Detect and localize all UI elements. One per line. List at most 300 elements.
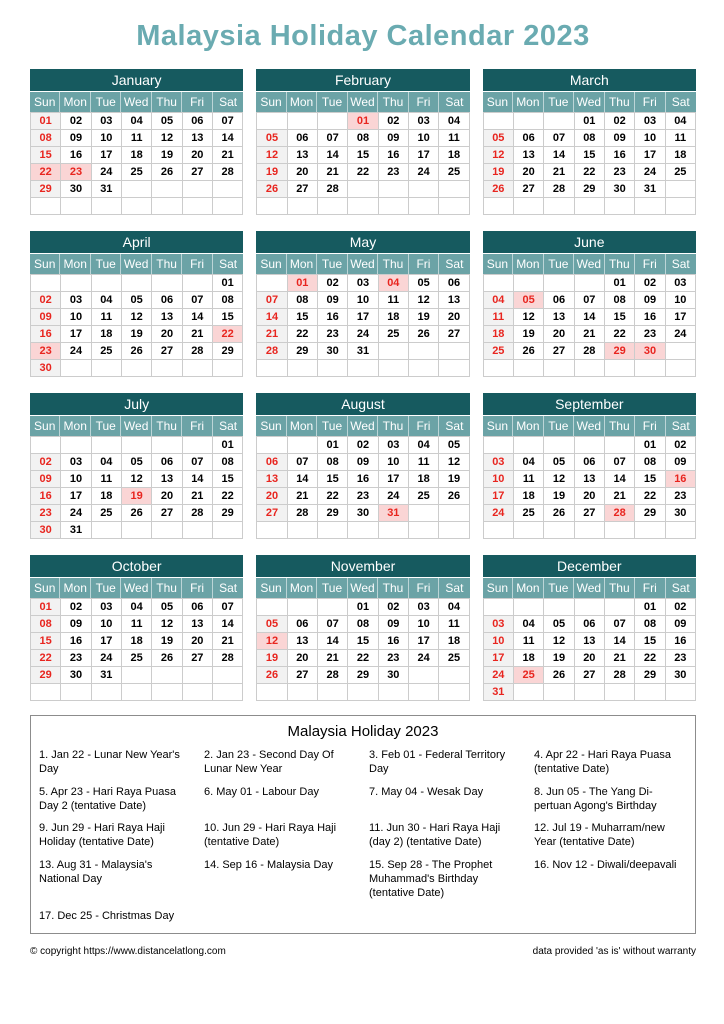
weekday-header-row xyxy=(30,415,243,436)
day-cell: 04 xyxy=(439,113,469,130)
day-cell: 13 xyxy=(152,471,182,488)
day-cell: 29 xyxy=(213,505,243,522)
empty-cell xyxy=(379,181,409,198)
weekday-label: Fri xyxy=(635,416,665,436)
day-cell: 14 xyxy=(183,471,213,488)
empty-cell xyxy=(544,275,574,292)
day-cell: 14 xyxy=(288,471,318,488)
day-cell: 06 xyxy=(288,616,318,633)
day-cell: 27 xyxy=(288,667,318,684)
day-cell: 19 xyxy=(152,633,182,650)
empty-cell xyxy=(348,684,378,701)
empty-cell xyxy=(635,360,665,377)
day-cell: 08 xyxy=(575,130,605,147)
day-cell: 11 xyxy=(92,309,122,326)
day-cell: 28 xyxy=(544,181,574,198)
empty-cell xyxy=(635,198,665,215)
empty-cell xyxy=(61,198,91,215)
empty-cell xyxy=(484,360,514,377)
weekday-label: Tue xyxy=(544,416,574,436)
day-cell: 22 xyxy=(31,650,61,667)
day-cell: 08 xyxy=(605,292,635,309)
empty-cell xyxy=(514,275,544,292)
day-cell: 25 xyxy=(92,343,122,360)
day-cell: 03 xyxy=(92,599,122,616)
empty-cell xyxy=(514,113,544,130)
weekday-label: Mon xyxy=(513,578,543,598)
day-cell: 10 xyxy=(484,633,514,650)
weekday-label: Wed xyxy=(348,578,378,598)
weekday-label: Fri xyxy=(182,254,212,274)
weekday-label: Sat xyxy=(671,95,690,109)
day-cell: 30 xyxy=(348,505,378,522)
day-cell: 05 xyxy=(544,616,574,633)
day-cell: 25 xyxy=(439,650,469,667)
empty-cell xyxy=(439,360,469,377)
day-cell: 29 xyxy=(575,181,605,198)
dates-grid xyxy=(256,436,469,539)
holiday-item: 3. Feb 01 - Federal Territory Day xyxy=(369,749,506,776)
empty-cell xyxy=(257,522,287,539)
day-cell: 07 xyxy=(183,292,213,309)
day-cell: 20 xyxy=(152,326,182,343)
day-cell: 11 xyxy=(514,633,544,650)
empty-cell xyxy=(92,684,122,701)
day-cell: 21 xyxy=(213,633,243,650)
day-cell: 30 xyxy=(61,181,91,198)
day-cell: 20 xyxy=(183,633,213,650)
empty-cell xyxy=(544,522,574,539)
day-cell: 01 xyxy=(31,599,61,616)
day-cell: 18 xyxy=(514,650,544,667)
day-cell: 28 xyxy=(183,343,213,360)
day-cell: 30 xyxy=(666,505,696,522)
day-cell: 02 xyxy=(348,437,378,454)
day-cell: 27 xyxy=(544,343,574,360)
holiday-item: 8. Jun 05 - The Yang Di-pertuan Agong's Birthday xyxy=(534,785,657,812)
weekday-label: Wed xyxy=(574,254,604,274)
weekday-label: Fri xyxy=(409,254,439,274)
day-cell: 27 xyxy=(575,505,605,522)
empty-cell xyxy=(31,275,61,292)
day-cell: 31 xyxy=(92,181,122,198)
day-cell: 30 xyxy=(318,343,348,360)
weekday-label: Tue xyxy=(91,578,121,598)
day-cell: 26 xyxy=(122,505,152,522)
empty-cell xyxy=(213,522,243,539)
empty-cell xyxy=(409,343,439,360)
day-cell: 09 xyxy=(635,292,665,309)
empty-cell xyxy=(575,684,605,701)
day-cell: 29 xyxy=(213,343,243,360)
day-cell: 24 xyxy=(635,164,665,181)
day-cell: 01 xyxy=(348,113,378,130)
day-cell: 16 xyxy=(348,471,378,488)
empty-cell xyxy=(183,437,213,454)
weekday-header-row xyxy=(483,577,696,598)
empty-cell xyxy=(635,684,665,701)
day-cell: 06 xyxy=(514,130,544,147)
day-cell: 15 xyxy=(635,471,665,488)
weekday-label: Sun xyxy=(30,416,60,436)
day-cell: 08 xyxy=(348,130,378,147)
weekday-label: Fri xyxy=(635,92,665,112)
day-cell: 13 xyxy=(152,309,182,326)
day-cell: 03 xyxy=(409,599,439,616)
day-cell: 05 xyxy=(122,292,152,309)
footer xyxy=(30,946,696,957)
holiday-item: 1. Jan 22 - Lunar New Year's Day xyxy=(39,749,180,776)
dates-grid xyxy=(483,598,696,701)
empty-cell xyxy=(348,181,378,198)
empty-cell xyxy=(183,684,213,701)
weekday-label: Tue xyxy=(91,254,121,274)
empty-cell xyxy=(439,667,469,684)
day-cell: 23 xyxy=(379,164,409,181)
weekday-label: Tue xyxy=(91,92,121,112)
day-cell: 05 xyxy=(544,454,574,471)
day-cell: 21 xyxy=(575,326,605,343)
empty-cell xyxy=(183,181,213,198)
day-cell: 06 xyxy=(183,599,213,616)
day-cell: 02 xyxy=(61,113,91,130)
day-cell: 22 xyxy=(605,326,635,343)
day-cell: 02 xyxy=(666,599,696,616)
month-may xyxy=(256,231,469,377)
weekday-header-row xyxy=(483,415,696,436)
holiday-item: 4. Apr 22 - Hari Raya Puasa (tentative Date) xyxy=(534,749,671,776)
holiday-item: 16. Nov 12 - Diwali/deepavali xyxy=(534,858,677,871)
month-june xyxy=(483,231,696,377)
day-cell: 21 xyxy=(183,488,213,505)
day-cell: 23 xyxy=(379,650,409,667)
copyright-text: © copyright https://www.distancelatlong.com xyxy=(30,945,226,957)
day-cell: 28 xyxy=(605,667,635,684)
weekday-label: Mon xyxy=(513,92,543,112)
month-february xyxy=(256,69,469,215)
day-cell: 11 xyxy=(514,471,544,488)
empty-cell xyxy=(122,360,152,377)
day-cell: 24 xyxy=(409,164,439,181)
day-cell: 10 xyxy=(409,616,439,633)
weekday-label: Fri xyxy=(409,416,439,436)
day-cell: 23 xyxy=(31,505,61,522)
day-cell: 28 xyxy=(183,505,213,522)
empty-cell xyxy=(575,198,605,215)
day-cell: 27 xyxy=(152,343,182,360)
day-cell: 06 xyxy=(183,113,213,130)
day-cell: 12 xyxy=(122,471,152,488)
day-cell: 29 xyxy=(635,667,665,684)
day-cell: 19 xyxy=(122,326,152,343)
day-cell: 06 xyxy=(288,130,318,147)
day-cell: 13 xyxy=(575,633,605,650)
month-december xyxy=(483,555,696,701)
day-cell: 04 xyxy=(379,275,409,292)
weekday-label: Sat xyxy=(219,95,238,109)
day-cell: 09 xyxy=(31,309,61,326)
day-cell: 08 xyxy=(288,292,318,309)
day-cell: 11 xyxy=(484,309,514,326)
day-cell: 25 xyxy=(439,164,469,181)
empty-cell xyxy=(122,522,152,539)
month-november xyxy=(256,555,469,701)
weekday-label: Fri xyxy=(635,254,665,274)
day-cell: 13 xyxy=(288,633,318,650)
empty-cell xyxy=(666,360,696,377)
day-cell: 12 xyxy=(409,292,439,309)
weekday-label: Sun xyxy=(30,254,60,274)
day-cell: 01 xyxy=(213,275,243,292)
day-cell: 21 xyxy=(605,488,635,505)
months-grid xyxy=(30,69,696,701)
empty-cell xyxy=(318,522,348,539)
empty-cell xyxy=(439,522,469,539)
day-cell: 18 xyxy=(514,488,544,505)
holiday-list-grid xyxy=(39,748,687,923)
day-cell: 14 xyxy=(318,633,348,650)
empty-cell xyxy=(348,360,378,377)
day-cell: 20 xyxy=(257,488,287,505)
day-cell: 04 xyxy=(514,454,544,471)
empty-cell xyxy=(575,275,605,292)
day-cell: 11 xyxy=(439,616,469,633)
day-cell: 30 xyxy=(605,181,635,198)
weekday-label: Tue xyxy=(544,254,574,274)
weekday-label: Mon xyxy=(60,578,90,598)
day-cell: 06 xyxy=(439,275,469,292)
day-cell: 03 xyxy=(92,113,122,130)
day-cell: 23 xyxy=(61,164,91,181)
day-cell: 18 xyxy=(92,326,122,343)
day-cell: 24 xyxy=(348,326,378,343)
day-cell: 14 xyxy=(605,471,635,488)
month-title: May xyxy=(256,231,469,253)
day-cell: 01 xyxy=(288,275,318,292)
weekday-label: Sat xyxy=(445,95,464,109)
day-cell: 25 xyxy=(484,343,514,360)
day-cell: 02 xyxy=(605,113,635,130)
day-cell: 22 xyxy=(635,650,665,667)
day-cell: 30 xyxy=(666,667,696,684)
day-cell: 18 xyxy=(122,633,152,650)
day-cell: 14 xyxy=(213,130,243,147)
day-cell: 29 xyxy=(31,181,61,198)
dates-grid xyxy=(30,274,243,377)
empty-cell xyxy=(213,684,243,701)
weekday-label: Mon xyxy=(60,416,90,436)
weekday-label: Sat xyxy=(445,257,464,271)
day-cell: 12 xyxy=(544,471,574,488)
day-cell: 15 xyxy=(635,633,665,650)
day-cell: 11 xyxy=(439,130,469,147)
day-cell: 21 xyxy=(183,326,213,343)
weekday-label: Wed xyxy=(121,416,151,436)
day-cell: 29 xyxy=(318,505,348,522)
day-cell: 19 xyxy=(544,488,574,505)
empty-cell xyxy=(544,113,574,130)
weekday-label: Sat xyxy=(671,419,690,433)
day-cell: 18 xyxy=(122,147,152,164)
weekday-label: Thu xyxy=(605,92,635,112)
day-cell: 17 xyxy=(635,147,665,164)
day-cell: 03 xyxy=(379,437,409,454)
day-cell: 05 xyxy=(152,113,182,130)
day-cell: 18 xyxy=(409,471,439,488)
weekday-header-row xyxy=(483,253,696,274)
day-cell: 13 xyxy=(183,130,213,147)
empty-cell xyxy=(514,437,544,454)
empty-cell xyxy=(484,275,514,292)
day-cell: 12 xyxy=(152,130,182,147)
day-cell: 11 xyxy=(379,292,409,309)
day-cell: 01 xyxy=(348,599,378,616)
day-cell: 18 xyxy=(666,147,696,164)
empty-cell xyxy=(409,360,439,377)
month-october xyxy=(30,555,243,701)
day-cell: 09 xyxy=(31,471,61,488)
weekday-header-row xyxy=(30,577,243,598)
day-cell: 16 xyxy=(61,633,91,650)
weekday-label: Sat xyxy=(445,581,464,595)
weekday-label: Sun xyxy=(483,92,513,112)
month-title: January xyxy=(30,69,243,91)
holiday-item: 17. Dec 25 - Christmas Day xyxy=(39,909,175,922)
empty-cell xyxy=(288,437,318,454)
day-cell: 23 xyxy=(348,488,378,505)
day-cell: 12 xyxy=(122,309,152,326)
day-cell: 10 xyxy=(348,292,378,309)
day-cell: 24 xyxy=(61,505,91,522)
empty-cell xyxy=(318,684,348,701)
day-cell: 12 xyxy=(514,309,544,326)
day-cell: 28 xyxy=(318,667,348,684)
day-cell: 07 xyxy=(544,130,574,147)
weekday-label: Wed xyxy=(574,92,604,112)
empty-cell xyxy=(635,522,665,539)
weekday-label: Tue xyxy=(544,92,574,112)
day-cell: 04 xyxy=(666,113,696,130)
month-title: July xyxy=(30,393,243,415)
dates-grid xyxy=(483,274,696,377)
empty-cell xyxy=(379,198,409,215)
day-cell: 17 xyxy=(666,309,696,326)
weekday-header-row xyxy=(30,91,243,112)
day-cell: 10 xyxy=(61,471,91,488)
day-cell: 27 xyxy=(575,667,605,684)
day-cell: 17 xyxy=(61,488,91,505)
day-cell: 25 xyxy=(122,650,152,667)
day-cell: 14 xyxy=(183,309,213,326)
day-cell: 17 xyxy=(409,633,439,650)
day-cell: 29 xyxy=(605,343,635,360)
day-cell: 18 xyxy=(484,326,514,343)
day-cell: 05 xyxy=(152,599,182,616)
day-cell: 16 xyxy=(605,147,635,164)
empty-cell xyxy=(122,181,152,198)
empty-cell xyxy=(484,437,514,454)
day-cell: 19 xyxy=(257,650,287,667)
empty-cell xyxy=(484,522,514,539)
day-cell: 12 xyxy=(152,616,182,633)
day-cell: 22 xyxy=(348,164,378,181)
empty-cell xyxy=(288,684,318,701)
day-cell: 05 xyxy=(257,616,287,633)
day-cell: 29 xyxy=(288,343,318,360)
day-cell: 08 xyxy=(213,454,243,471)
day-cell: 01 xyxy=(635,437,665,454)
holiday-list-box xyxy=(30,715,696,934)
day-cell: 26 xyxy=(484,181,514,198)
day-cell: 31 xyxy=(484,684,514,701)
weekday-label: Fri xyxy=(182,578,212,598)
holiday-item: 2. Jan 23 - Second Day Of Lunar New Year xyxy=(204,749,334,776)
weekday-label: Wed xyxy=(348,254,378,274)
day-cell: 28 xyxy=(257,343,287,360)
day-cell: 26 xyxy=(544,667,574,684)
day-cell: 31 xyxy=(92,667,122,684)
empty-cell xyxy=(514,599,544,616)
weekday-label: Tue xyxy=(317,416,347,436)
day-cell: 11 xyxy=(122,130,152,147)
empty-cell xyxy=(318,113,348,130)
weekday-label: Fri xyxy=(409,92,439,112)
weekday-label: Wed xyxy=(574,416,604,436)
holiday-item: 11. Jun 30 - Hari Raya Haji (day 2) (tentative Date) xyxy=(369,822,501,849)
day-cell: 27 xyxy=(439,326,469,343)
weekday-label: Mon xyxy=(287,254,317,274)
day-cell: 01 xyxy=(635,599,665,616)
empty-cell xyxy=(257,198,287,215)
empty-cell xyxy=(152,667,182,684)
day-cell: 13 xyxy=(288,147,318,164)
day-cell: 29 xyxy=(348,667,378,684)
day-cell: 20 xyxy=(514,164,544,181)
day-cell: 30 xyxy=(635,343,665,360)
day-cell: 15 xyxy=(348,633,378,650)
empty-cell xyxy=(514,198,544,215)
day-cell: 04 xyxy=(514,616,544,633)
empty-cell xyxy=(92,522,122,539)
day-cell: 31 xyxy=(348,343,378,360)
empty-cell xyxy=(92,198,122,215)
weekday-label: Mon xyxy=(287,92,317,112)
day-cell: 13 xyxy=(439,292,469,309)
day-cell: 04 xyxy=(409,437,439,454)
day-cell: 26 xyxy=(544,505,574,522)
day-cell: 17 xyxy=(92,147,122,164)
empty-cell xyxy=(666,181,696,198)
day-cell: 05 xyxy=(439,437,469,454)
day-cell: 26 xyxy=(122,343,152,360)
day-cell: 09 xyxy=(318,292,348,309)
empty-cell xyxy=(213,181,243,198)
day-cell: 07 xyxy=(183,454,213,471)
weekday-label: Wed xyxy=(574,578,604,598)
day-cell: 15 xyxy=(318,471,348,488)
day-cell: 15 xyxy=(605,309,635,326)
day-cell: 15 xyxy=(213,309,243,326)
day-cell: 24 xyxy=(92,164,122,181)
day-cell: 25 xyxy=(379,326,409,343)
weekday-label: Sat xyxy=(445,419,464,433)
day-cell: 10 xyxy=(92,130,122,147)
day-cell: 02 xyxy=(635,275,665,292)
weekday-label: Mon xyxy=(287,416,317,436)
month-title: April xyxy=(30,231,243,253)
day-cell: 22 xyxy=(213,488,243,505)
day-cell: 28 xyxy=(288,505,318,522)
